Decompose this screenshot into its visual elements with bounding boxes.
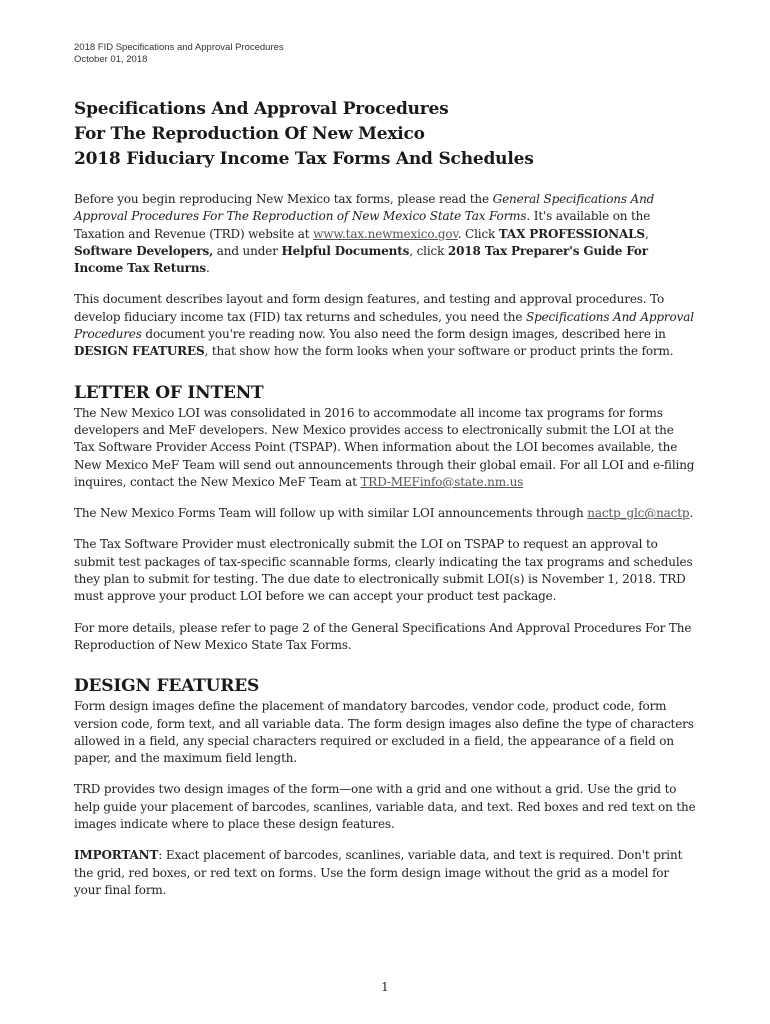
design-paragraph-2: TRD provides two design images of the form—one with a grid and one without a grid. Use the grid to help guide your placement of barcodes, scanlines, variable data, and text. Red boxes and red text on the images indicate where to place these design features.: [74, 782, 696, 832]
description-paragraph: This document describes layout and form design features, and testing and approval procedures. To develop fiduciary income tax (FID) tax returns and schedules, you need the Specifications And Approval Procedures document you're reading now. You also need the form design images, described here in DESIGN FEATURES, that show how the form looks when your software or product prints the form.: [74, 292, 694, 359]
intro-paragraph: Before you begin reproducing New Mexico tax forms, please read the General Specifications And Approval Procedures For The Reproduction of New Mexico State Tax Forms. It's available on the Taxation and Revenue (TRD) website at www.tax.newmexico.gov. Click TAX PROFESSIONALS, Software Developers, and under Helpful Documents, click 2018 Tax Preparer's Guide For Income Tax Returns.: [74, 192, 655, 276]
title-line-3: 2018 Fiduciary Income Tax Forms And Schedules: [74, 149, 534, 169]
design-paragraph-1: Form design images define the placement of mandatory barcodes, vendor code, product code, form version code, form text, and all variable data. The form design images also define the type of characters allowed in a field, any special characters required or excluded in a field, the appearance of a field on paper, and the maximum field length.: [74, 699, 694, 766]
header-date: October 01, 2018: [74, 54, 148, 65]
document-title: [74, 97, 696, 172]
general-spec-title: General Specifications And Approval Procedures For The Reproduction of New Mexico State Tax Forms: [74, 192, 655, 224]
page-number: 1: [381, 980, 389, 994]
loi-paragraph-2: The New Mexico Forms Team will follow up with similar LOI announcements through nactp_glc@nactp.: [74, 506, 694, 521]
mef-email-link[interactable]: TRD-MEFinfo@state.nm.us: [360, 474, 524, 489]
header-title: 2018 FID Specifications and Approval Procedures: [74, 42, 284, 53]
loi-heading: LETTER OF INTENT: [74, 382, 264, 403]
trd-website-link[interactable]: www.tax.newmexico.gov: [313, 226, 458, 241]
design-features-heading: DESIGN FEATURES: [74, 676, 260, 697]
running-header: [74, 42, 696, 66]
nactp-email-link[interactable]: nactp_glc@nactp: [587, 506, 690, 521]
loi-paragraph-1: The New Mexico LOI was consolidated in 2016 to accommodate all income tax programs for forms developers and MeF developers. New Mexico provides access to electronically submit the LOI at the Tax Software Provider Access Point (TSPAP). When information about the LOI becomes available, the New Mexico MeF Team will send out announcements through their global email. For all LOI and e-filing inquires, contact the New Mexico MeF Team at TRD-MEFinfo@state.nm.us: [74, 405, 695, 489]
loi-paragraph-3: The Tax Software Provider must electronically submit the LOI on TSPAP to request an approval to submit test packages of tax-specific scannable forms, clearly indicating the tax programs and schedules they plan to submit for testing. The due date to electronically submit LOI(s) is November 1, 2018. TRD must approve your product LOI before we can accept your product test package.: [74, 537, 693, 604]
title-line-2: For The Reproduction Of New Mexico: [74, 124, 425, 144]
design-paragraph-3: IMPORTANT: Exact placement of barcodes, scanlines, variable data, and text is required. Don't print the grid, red boxes, or red text on forms. Use the form design image without the grid as a model for your final form.: [74, 848, 683, 897]
title-line-1: Specifications And Approval Procedures: [74, 99, 449, 119]
loi-paragraph-4: For more details, please refer to page 2 of the General Specifications And Approval Procedures For The Reproduction of New Mexico State Tax Forms.: [74, 620, 692, 652]
document-page: [74, 42, 696, 913]
